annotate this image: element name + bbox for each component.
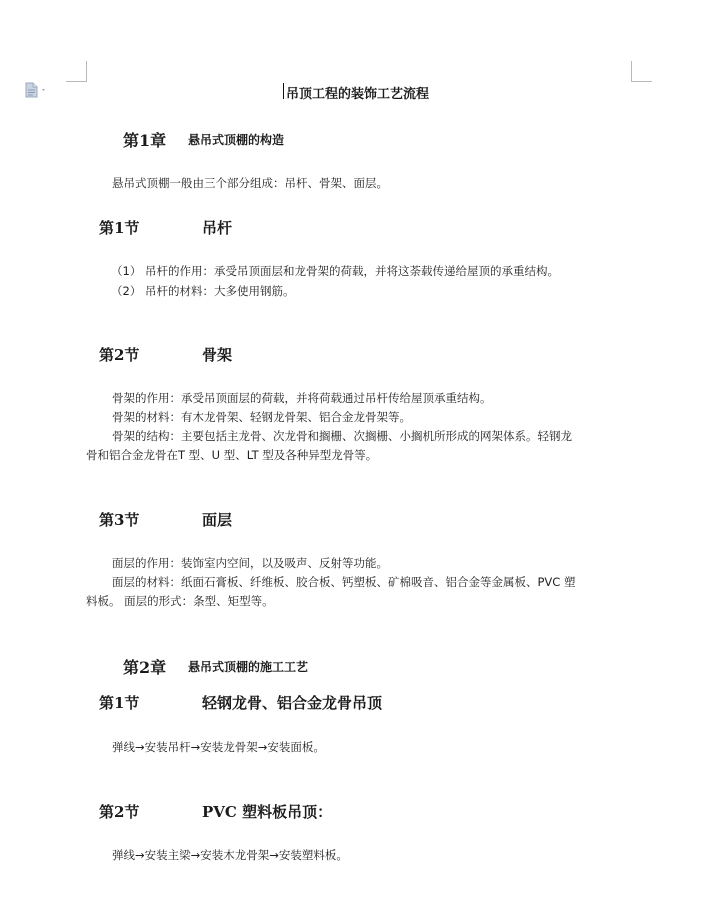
paragraph-line[interactable]: 面层的材料：纸面石膏板、纤维板、胶合板、钙塑板、矿棉吸音、铝合金等金属板、PVC 塑 xyxy=(112,575,576,589)
chapter-1-section-1-title[interactable]: 吊杆 xyxy=(202,219,233,237)
paragraph-line[interactable]: 骨架的作用：承受吊顶面层的荷载，并将荷载通过吊杆传给屋顶承重结构。 xyxy=(112,391,492,405)
paragraph-line[interactable]: 骨架的结构：主要包括主龙骨、次龙骨和搁栅、次搁栅、小搁机所形成的网架体系。轻钢龙 xyxy=(112,429,572,443)
chapter-1-number[interactable]: 第1章 xyxy=(123,131,167,150)
chapter-1-section-3-title[interactable]: 面层 xyxy=(202,511,233,529)
margin-corner-top-right xyxy=(631,61,652,82)
paragraph-line[interactable]: （2） 吊杆的材料：大多使用钢筋。 xyxy=(111,284,295,298)
chapter-1-intro[interactable]: 悬吊式顶棚一般由三个部分组成：吊杆、骨架、面层。 xyxy=(112,176,388,190)
paragraph-line[interactable]: 骨架的材料：有木龙骨架、轻钢龙骨架、铝合金龙骨架等。 xyxy=(112,410,411,424)
document-menu[interactable] xyxy=(24,82,48,98)
chapter-1-section-2-title[interactable]: 骨架 xyxy=(202,346,233,364)
chevron-down-icon xyxy=(42,89,45,91)
paragraph-line[interactable]: （1） 吊杆的作用：承受吊顶面层和龙骨架的荷载，并将这荼载传递给屋顶的承重结构。 xyxy=(111,264,559,278)
chapter-1-title[interactable]: 悬吊式顶棚的构造 xyxy=(188,133,285,147)
chapter-2-section-1-title[interactable]: 轻钢龙骨、铝合金龙骨吊顶 xyxy=(202,694,383,712)
chapter-2-number[interactable]: 第2章 xyxy=(123,658,167,677)
paragraph-line[interactable]: 面层的作用：装饰室内空间，以及吸声、反射等功能。 xyxy=(112,556,388,570)
chapter-2-section-2-title[interactable]: PVC 塑料板吊顶： xyxy=(202,803,333,821)
chapter-2-section-2-number[interactable]: 第2节 xyxy=(99,803,140,821)
chapter-1-section-1-number[interactable]: 第1节 xyxy=(99,219,140,237)
paragraph-line[interactable]: 骨和铝合金龙骨在T 型、U 型、LT 型及各种异型龙骨等。 xyxy=(86,448,378,462)
document-title[interactable]: 吊顶工程的装饰工艺流程 xyxy=(286,87,430,102)
chapter-2-title[interactable]: 悬吊式顶棚的施工工艺 xyxy=(188,660,309,674)
chapter-1-section-3-number[interactable]: 第3节 xyxy=(99,511,140,529)
paragraph-line[interactable]: 料板。 面层的形式：条型、矩型等。 xyxy=(86,594,274,608)
paragraph-line[interactable]: 弹线→安装吊杆→安装龙骨架→安装面板。 xyxy=(112,740,325,754)
margin-corner-top-left xyxy=(66,61,87,82)
chapter-1-section-2-number[interactable]: 第2节 xyxy=(99,346,140,364)
chapter-2-section-1-number[interactable]: 第1节 xyxy=(99,694,140,712)
paragraph-line[interactable]: 弹线→安装主梁→安装木龙骨架→安装塑料板。 xyxy=(112,848,348,862)
text-cursor xyxy=(283,83,284,99)
document-icon xyxy=(24,82,48,98)
